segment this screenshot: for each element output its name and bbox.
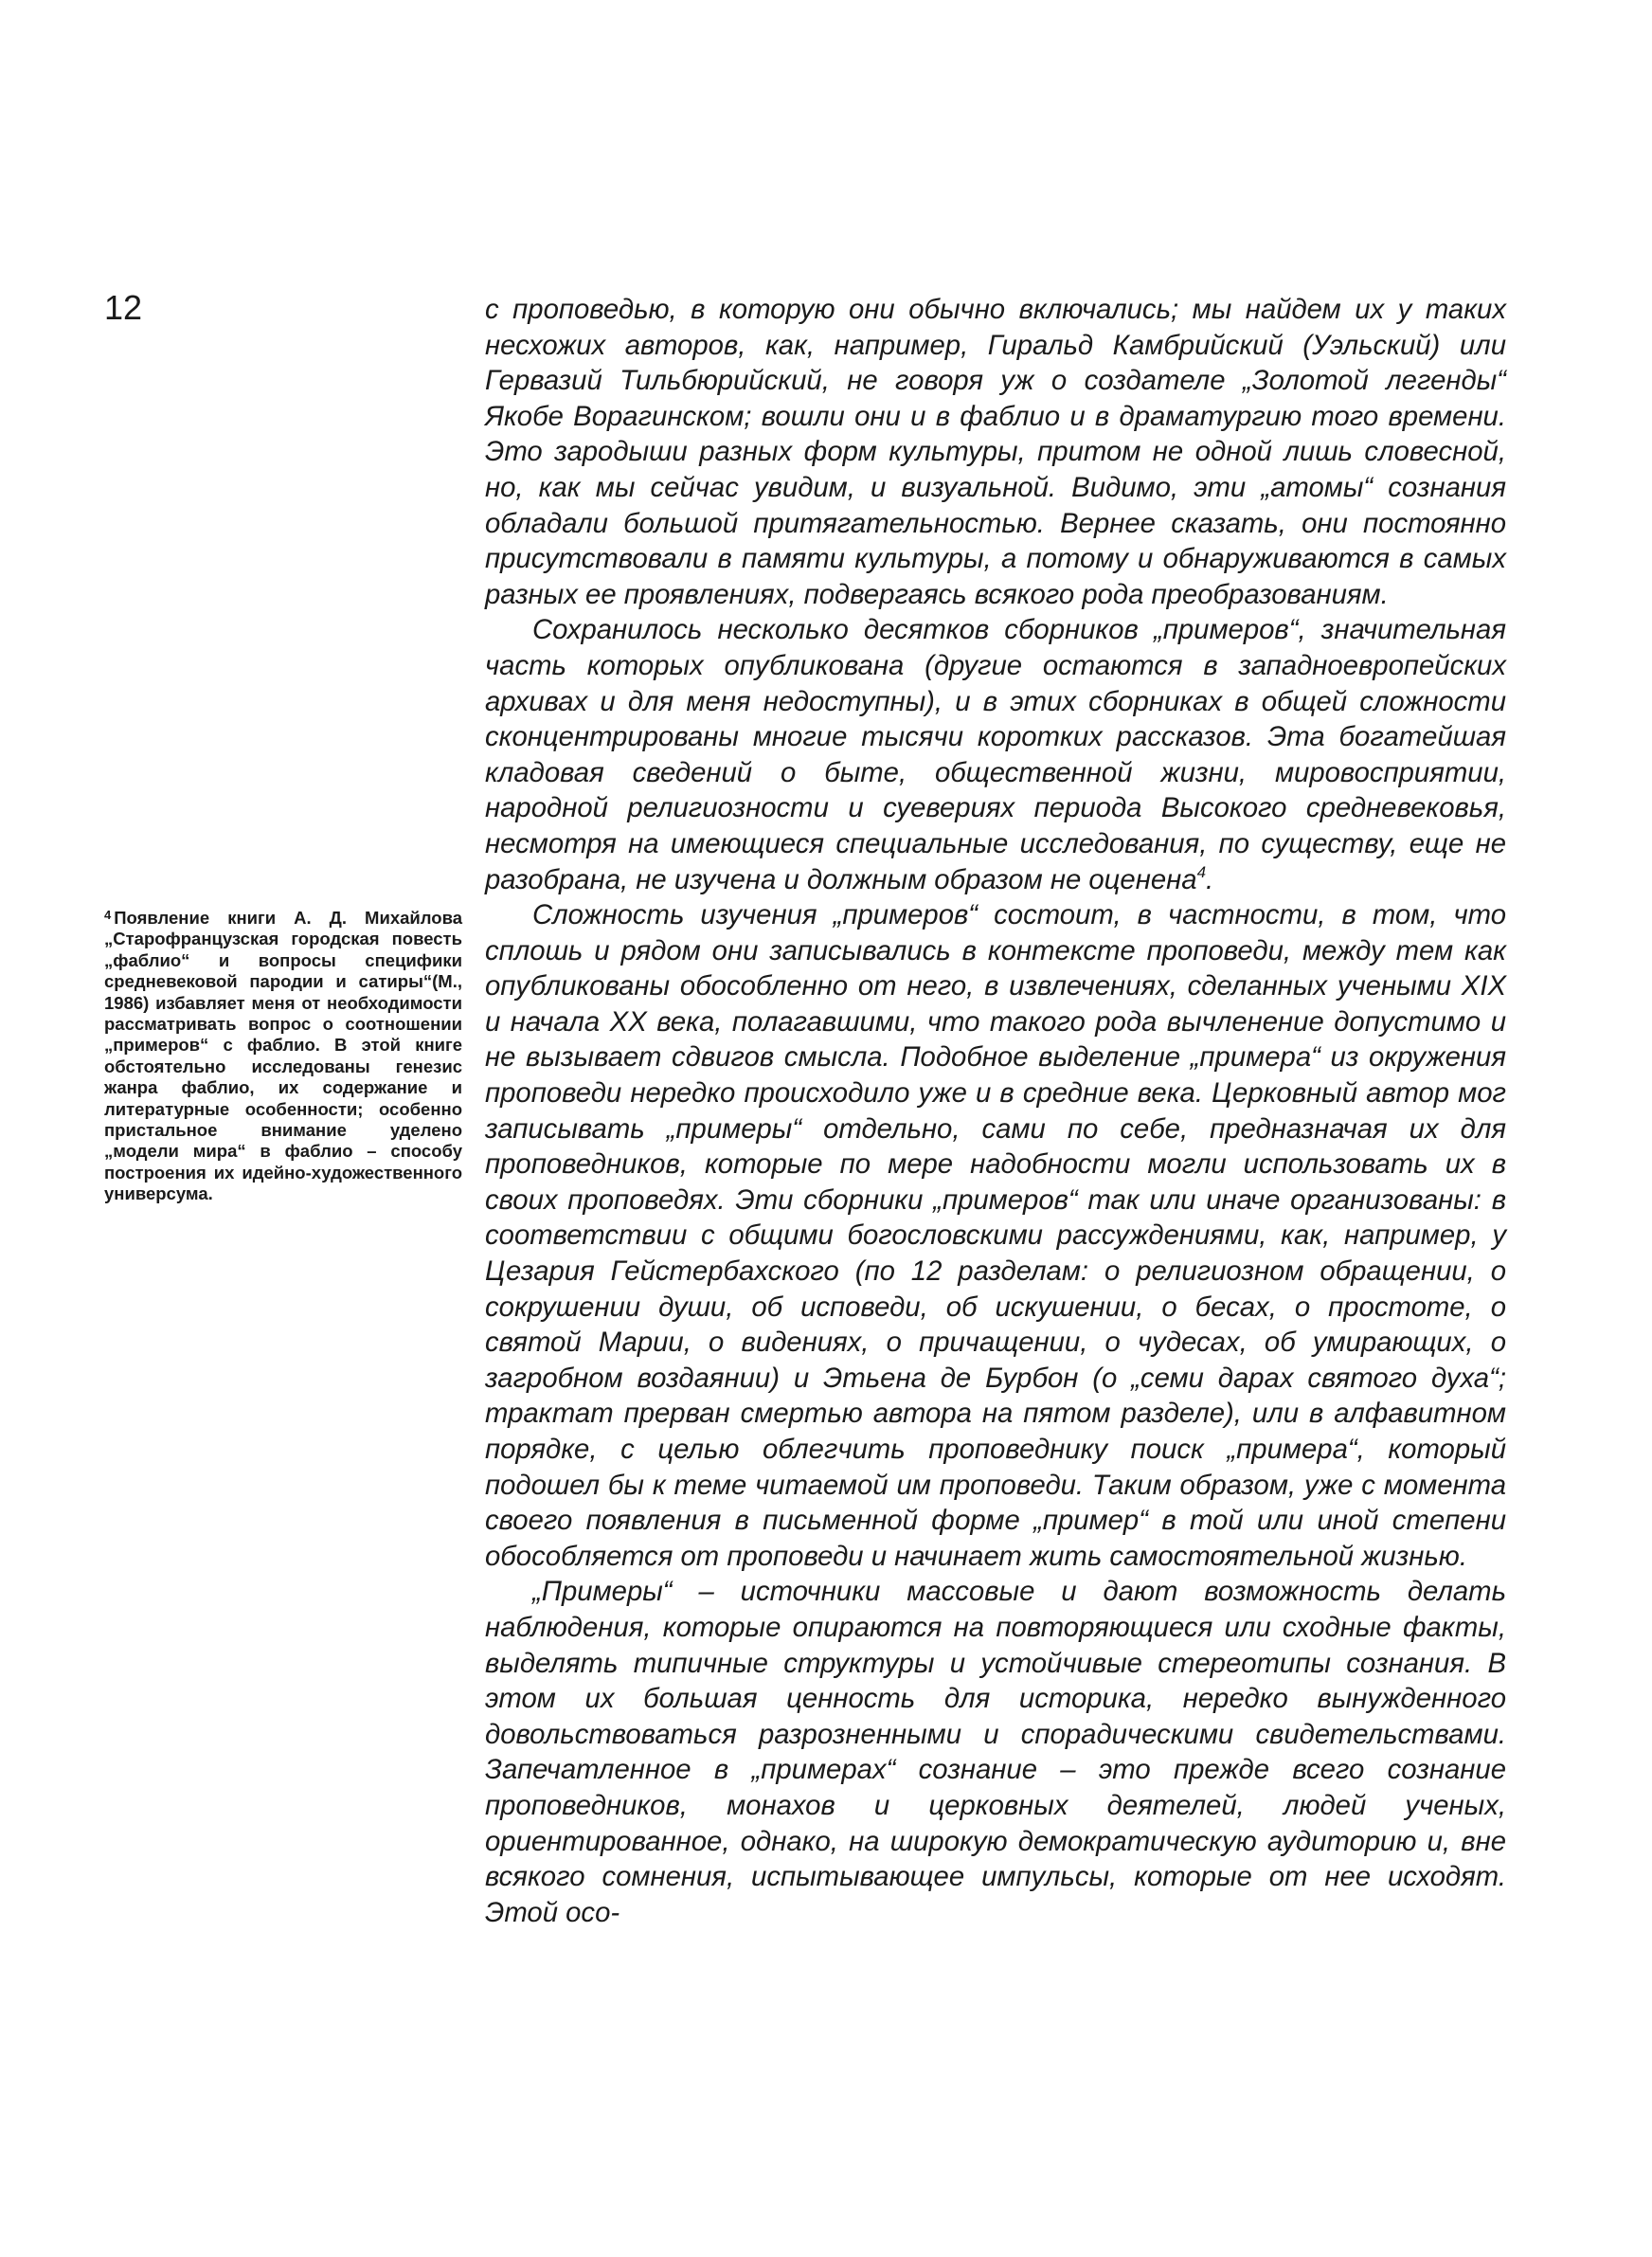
footnote-marker: 4: [104, 908, 112, 922]
paragraph-2-text: Сохранилось несколько десятков сборников „примеров“, значительная часть которых опубликована (другие остаются в западноевропейских архивах и для меня недоступны), и в этих сборниках в общей сложности сконцентрированы многие тысячи коротких рассказов. Эта богатейшая кладовая сведений о быте, общественной жизни, мировосприятии, народной религиозности и суевериях периода Высокого средневековья, несмотря на имеющиеся специальные исследования, по существу, еще не разобрана, не изучена и должным образом не оценена: [485, 614, 1506, 895]
paragraph-2-end: .: [1206, 863, 1214, 895]
paragraph-3: Сложность изучения „примеров“ состоит, в частности, в том, что сплошь и рядом они записывались в контексте проповеди, между тем как опубликованы обособленно от него, в извлечениях, сделанных учеными XIX и начала XX века, полагавшими, что такого рода вычленение допустимо и не вызывает сдвигов смысла. Подобное выделение „примера“ из окружения проповеди нередко происходило уже и в средние века. Церковный автор мог записывать „примеры“ отдельно, сами по себе, предназначая их для проповедников, которые по мере надобности могли использовать их в своих проповедях. Эти сборники „примеров“ так или иначе организованы: в соответствии с общими богословскими рассуждениями, как, например, у Цезария Гейстербахского (по 12 разделам: о религиозном обращении, о сокрушении души, об исповеди, об искушении, о бесах, о простоте, о святой Марии, о видениях, о причащении, о чудесах, об умирающих, о загробном воздаянии) и Этьена де Бурбон (о „семи дарах святого духа“; трактат прерван смертью автора на пятом разделе), или в алфавитном порядке, с целью облегчить проповеднику поиск „примера“, который подошел бы к теме читаемой им проповеди. Таким образом, уже с момента своего появления в письменной форме „пример“ в той или иной степени обособляется от проповеди и начинает жить самостоятельной жизнью.: [485, 899, 1506, 1572]
footnote-reference-4: 4: [1196, 862, 1207, 881]
main-text-column: [485, 292, 1506, 1930]
footnote-text: Появление книги А. Д. Михайлова „Старофранцузская городская повесть „фаблио“ и вопросы специфики средневековой пародии и сатиры“(М., 1986) избавляет меня от необходимости рассматривать вопрос о соотношении „примеров“ с фаблио. В этой книге обстоятельно исследованы генезис жанра фаблио, их содержание и литературные особенности; особенно пристальное внимание уделено „модели мира“ в фаблио – способу построения их идейно-художественного универсума.: [104, 908, 462, 1204]
paragraph-4: „Примеры“ – источники массовые и дают возможность делать наблюдения, которые опираются на повторяющиеся или сходные факты, выделять типичные структуры и устойчивые стереотипы сознания. В этом их большая ценность для историка, нередко вынужденного довольствоваться разрозненными и спорадическими свидетельствами. Запечатленное в „примерах“ сознание – это прежде всего сознание проповедников, монахов и церковных деятелей, людей ученых, ориентированное, однако, на широкую демократическую аудиторию и, вне всякого сомнения, испытывающее импульсы, которые от нее исходят. Этой осо-: [485, 1576, 1506, 1928]
footnote-4: [104, 905, 462, 1205]
paragraph-2: [485, 612, 1506, 897]
paragraph-1: с проповедью, в которую они обычно включались; мы найдем их у таких несхожих авторов, как, например, Гиральд Камбрийский (Уэльский) или Гервазий Тильбюрийский, не говоря уж о создателе „Золотой легенды“ Якобе Ворагинском; вошли они и в фаблио и в драматургию того времени. Это зародыши разных форм культуры, притом не одной лишь словесной, но, как мы сейчас увидим, и визуальной. Видимо, эти „атомы“ сознания обладали большой притягательностью. Вернее сказать, они постоянно присутствовали в памяти культуры, а потому и обнаруживаются в самых разных ее проявлениях, подвергаясь всякого рода преобразованиям.: [485, 294, 1506, 610]
page-number: 12: [104, 288, 143, 327]
